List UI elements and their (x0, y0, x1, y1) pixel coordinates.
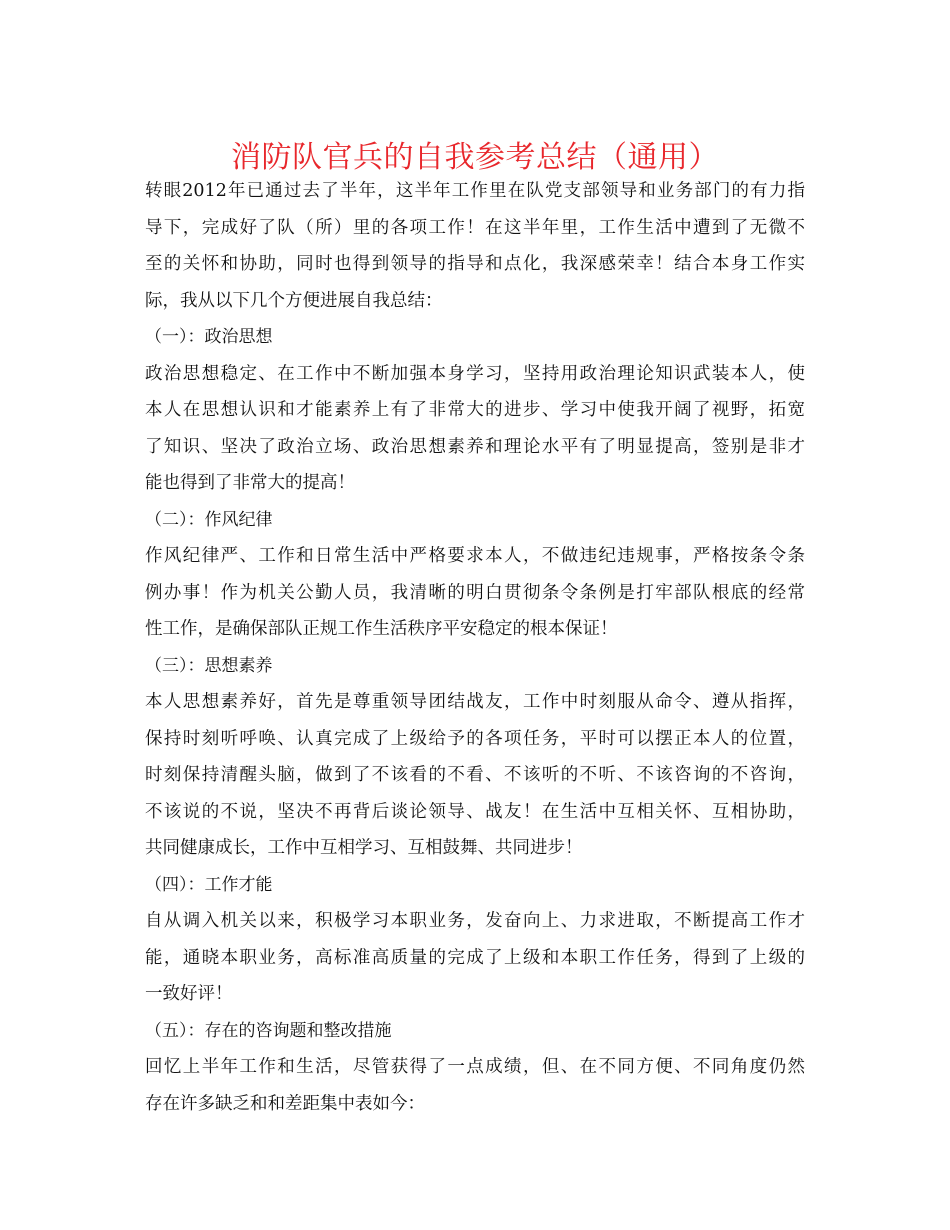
paragraph-line: 本人在思想认识和才能素养上有了非常大的进步、学习中使我开阔了视野，拓宽 (145, 400, 805, 420)
paragraph-line: 不该说的不说，坚决不再背后谈论领导、战友！在生活中互相关怀、互相协助， (145, 801, 805, 822)
paragraph-line: 能也得到了非常大的提高！ (145, 473, 355, 493)
section-heading: （一）：政治思想 (145, 327, 273, 347)
paragraph-line: 转眼2012年已通过去了半年，这半年工作里在队党支部领导和业务部门的有力指 (145, 181, 805, 201)
paragraph-line: 自从调入机关以来，积极学习本职业务，发奋向上、力求进取，不断提高工作才 (145, 911, 805, 931)
paragraph-line: 作风纪律严、工作和日常生活中严格要求本人，不做违纪违规事，严格按条令条 (145, 546, 805, 566)
paragraph-line: 至的关怀和协助，同时也得到领导的指导和点化，我深感荣幸！结合本身工作实 (145, 254, 805, 274)
section-heading: （三）：思想素养 (145, 655, 273, 676)
paragraph-line: 存在许多缺乏和和差距集中表如今： (145, 1093, 425, 1114)
paragraph-line: 能，通晓本职业务，高标准高质量的完成了上级和本职工作任务，得到了上级的 (145, 947, 805, 968)
paragraph-line: 共同健康成长，工作中互相学习、互相鼓舞、共同进步！ (145, 838, 583, 858)
section-heading: （二）：作风纪律 (145, 509, 273, 530)
paragraph-line: 例办事！作为机关公勤人员，我清晰的明白贯彻条令条例是打牢部队根底的经常 (145, 582, 805, 603)
paragraph-line: 一致好评！ (145, 984, 233, 1004)
paragraph-line: 了知识、坚决了政治立场、政治思想素养和理论水平有了明显提高，签别是非才 (145, 436, 805, 457)
document-body (145, 173, 805, 1122)
paragraph-line: 性工作，是确保部队正规工作生活秩序平安稳定的根本保证！ (145, 619, 618, 639)
section-heading: （四）：工作才能 (145, 874, 273, 895)
paragraph-line: 回忆上半年工作和生活，尽管获得了一点成绩，但、在不同方便、不同角度仍然 (145, 1057, 805, 1077)
paragraph-line: 导下，完成好了队（所）里的各项工作！在这半年里，工作生活中遭到了无微不 (145, 217, 805, 238)
paragraph-line: 政治思想稳定、在工作中不断加强本身学习，坚持用政治理论知识武装本人，使 (145, 363, 805, 384)
paragraph-line: 本人思想素养好，首先是尊重领导团结战友，工作中时刻服从命令、遵从指挥， (145, 692, 805, 712)
paragraph-line: 保持时刻听呼唤、认真完成了上级给予的各项任务，平时可以摆正本人的位置， (145, 728, 805, 749)
document-title: 消防队官兵的自我参考总结（通用） (231, 140, 719, 175)
paragraph-line: 时刻保持清醒头脑，做到了不该看的不看、不该听的不听、不该咨询的不咨询， (145, 765, 805, 785)
section-heading: （五）：存在的咨询题和整改措施 (145, 1020, 392, 1041)
paragraph-line: 际，我从以下几个方便进展自我总结： (145, 290, 443, 311)
